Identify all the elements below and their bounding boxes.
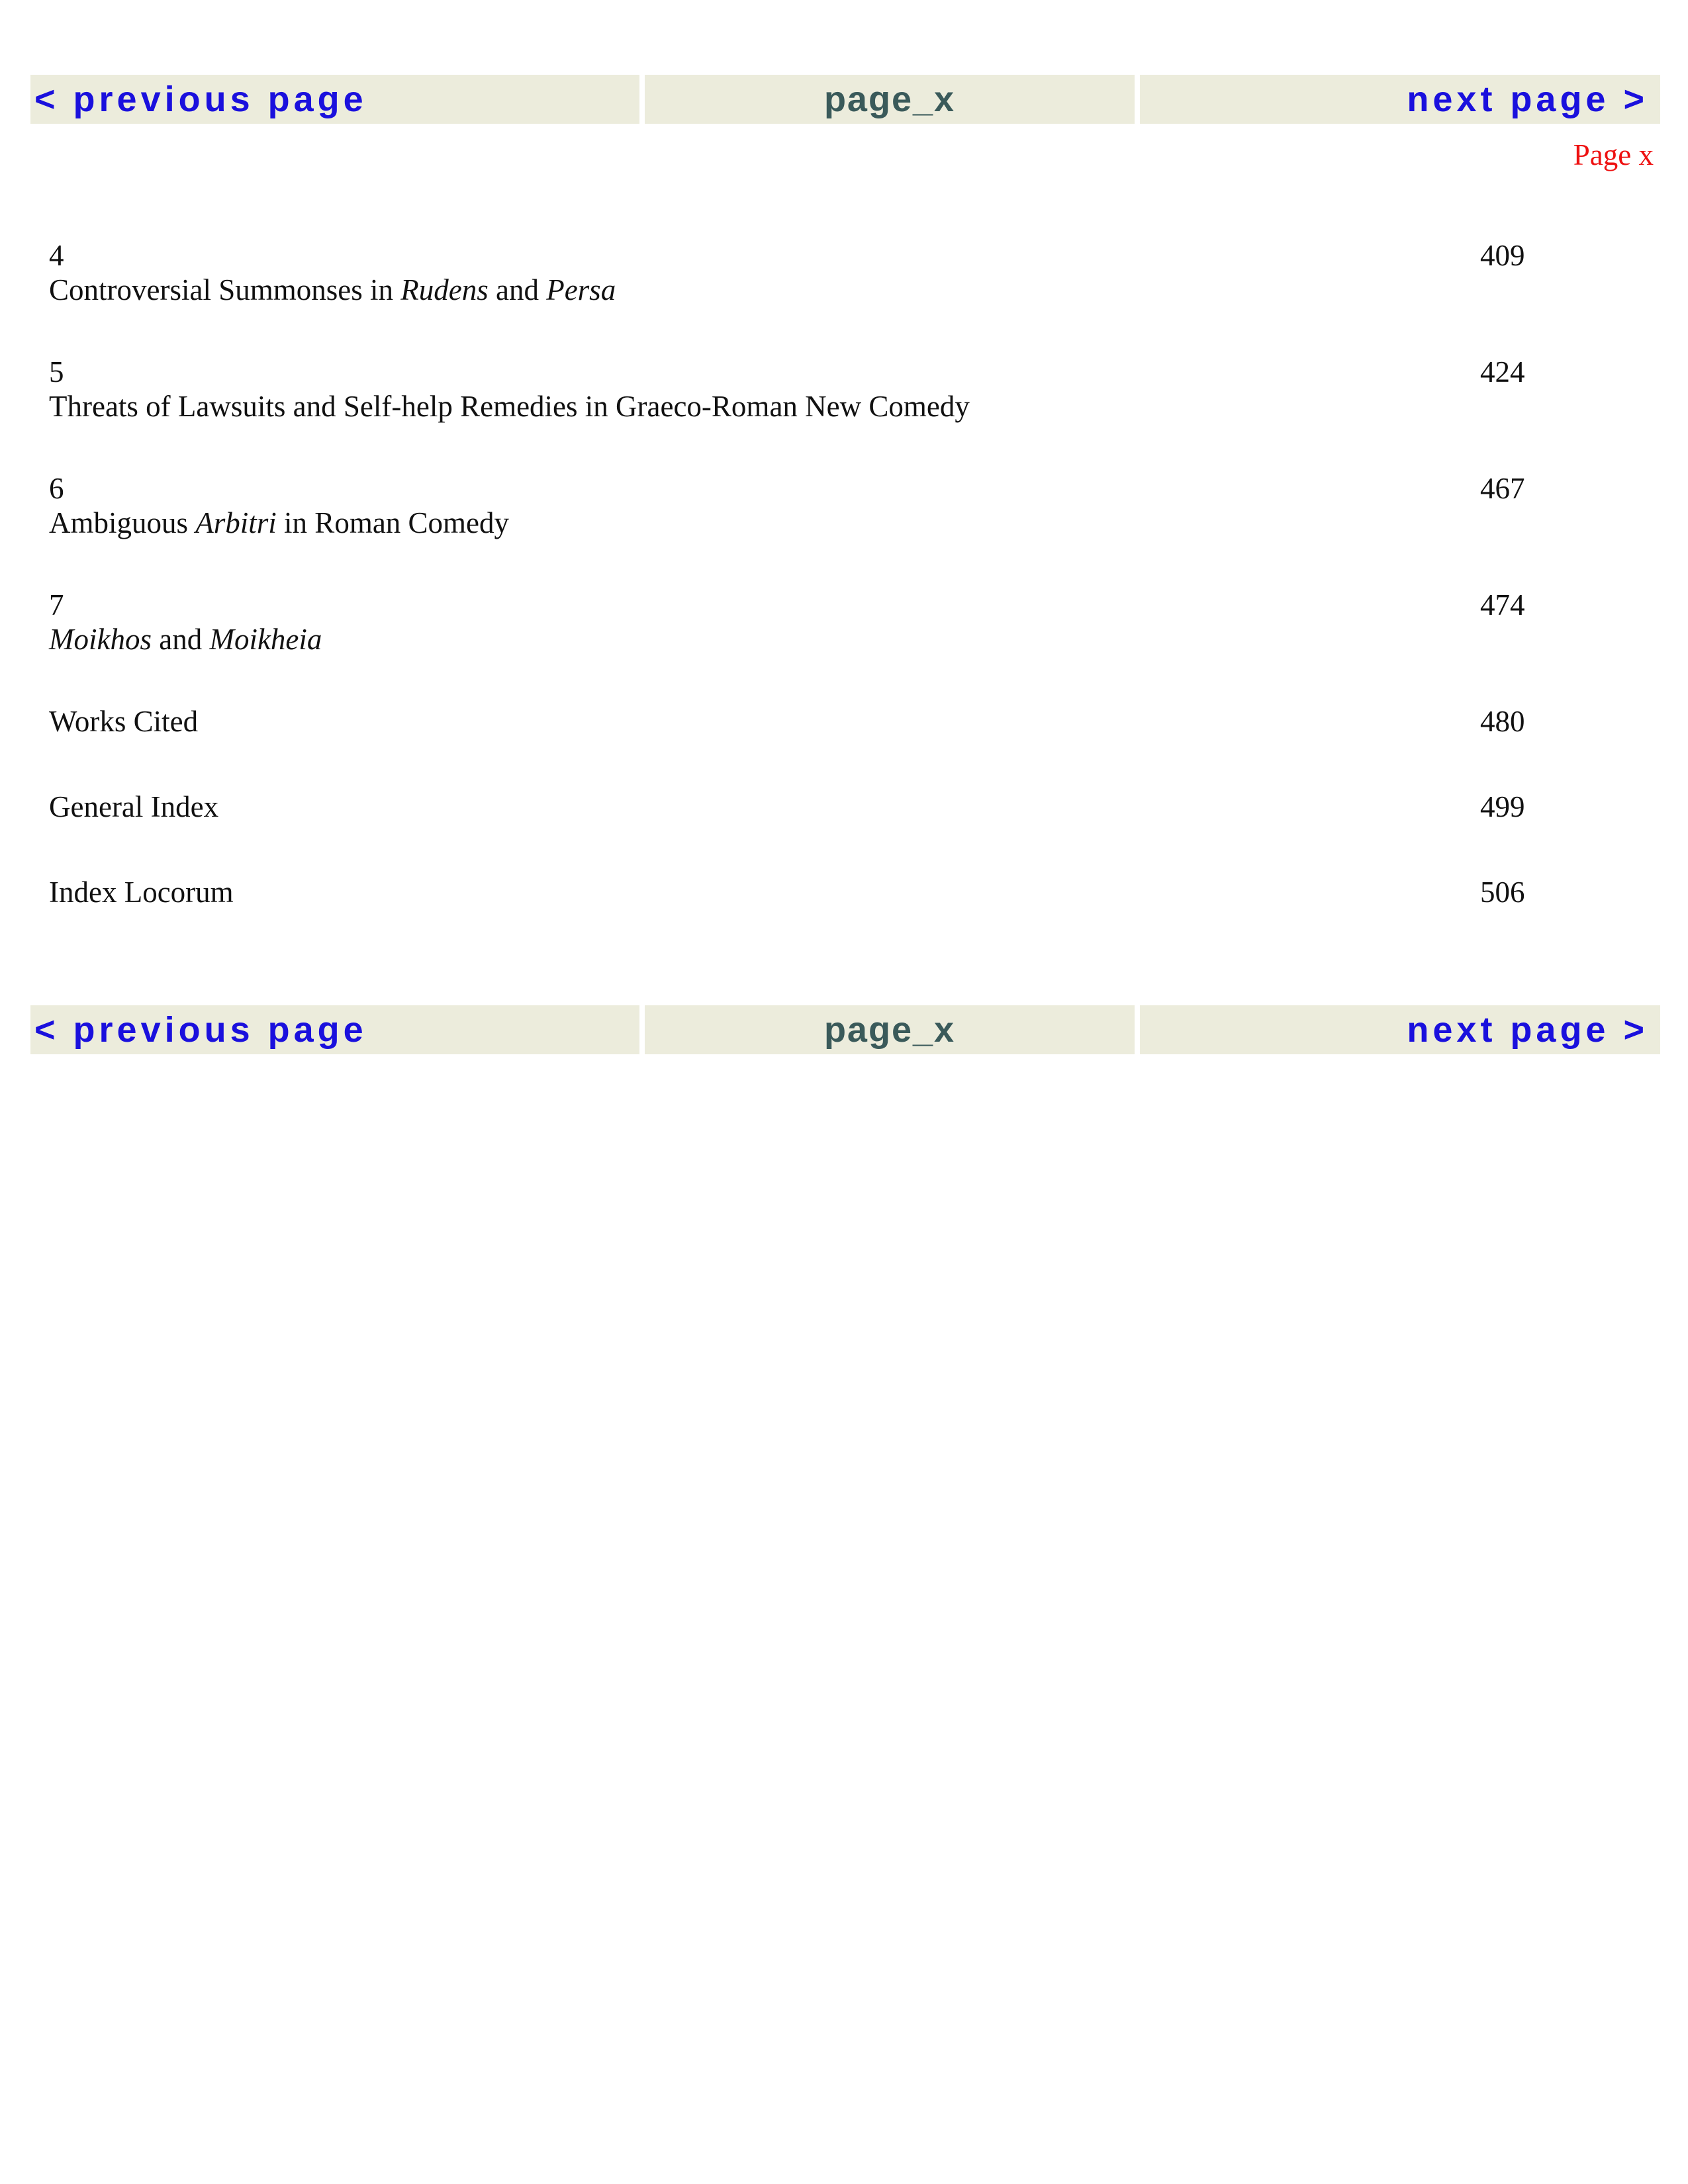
title-segment: Controversial Summonses in xyxy=(49,273,401,306)
toc-entry-title xyxy=(49,506,1538,540)
toc-entry-title xyxy=(49,790,1538,824)
top-nav-bar xyxy=(30,75,1660,124)
title-segment: in Roman Comedy xyxy=(276,506,510,539)
toc-page-number: 474 xyxy=(1480,588,1525,621)
toc-entry xyxy=(49,471,1538,588)
toc-entry xyxy=(49,238,1538,355)
next-page-link[interactable]: next page > xyxy=(1140,75,1660,124)
toc-entry-title xyxy=(49,875,1538,909)
toc-entry xyxy=(49,790,1538,875)
previous-page-link[interactable]: < previous page xyxy=(30,75,639,124)
chapter-number: 6 xyxy=(49,472,64,505)
toc-page-number: 499 xyxy=(1480,790,1525,823)
italic-title-segment: Arbitri xyxy=(195,506,277,539)
page-number-label: Page x xyxy=(1573,138,1654,171)
previous-page-link[interactable]: < previous page xyxy=(30,1005,639,1054)
title-segment: Ambiguous xyxy=(49,506,196,539)
toc-page-number: 506 xyxy=(1480,876,1525,909)
toc-entry xyxy=(49,355,1538,471)
toc-entry-title xyxy=(49,622,1538,657)
title-segment: and xyxy=(151,623,210,656)
italic-title-segment: Moikhos xyxy=(49,623,152,656)
title-segment: Works Cited xyxy=(49,705,199,738)
current-page-id: page_x xyxy=(645,1005,1135,1054)
chapter-number: 5 xyxy=(49,355,64,388)
bottom-nav-bar xyxy=(30,1005,1660,1054)
italic-title-segment: Moikheia xyxy=(209,623,322,656)
current-page-id: page_x xyxy=(645,75,1135,124)
toc-entry-title xyxy=(49,389,1538,424)
chapter-number: 7 xyxy=(49,588,64,621)
title-segment: Threats of Lawsuits and Self-help Remedies in Graeco-Roman New Comedy xyxy=(49,390,970,423)
table-of-contents xyxy=(49,238,1538,960)
toc-entry xyxy=(49,704,1538,790)
toc-page-number: 409 xyxy=(1480,239,1525,272)
italic-title-segment: Persa xyxy=(546,273,616,306)
toc-page-number: 424 xyxy=(1480,355,1525,388)
italic-title-segment: Rudens xyxy=(400,273,489,306)
toc-entry-title xyxy=(49,704,1538,739)
title-segment: General Index xyxy=(49,790,219,823)
toc-page-number: 467 xyxy=(1480,472,1525,505)
chapter-number: 4 xyxy=(49,239,64,272)
toc-entry xyxy=(49,875,1538,960)
toc-entry-title xyxy=(49,273,1538,307)
toc-page-number: 480 xyxy=(1480,705,1525,738)
title-segment: and xyxy=(488,273,547,306)
title-segment: Index Locorum xyxy=(49,876,234,909)
toc-entry xyxy=(49,588,1538,704)
next-page-link[interactable]: next page > xyxy=(1140,1005,1660,1054)
